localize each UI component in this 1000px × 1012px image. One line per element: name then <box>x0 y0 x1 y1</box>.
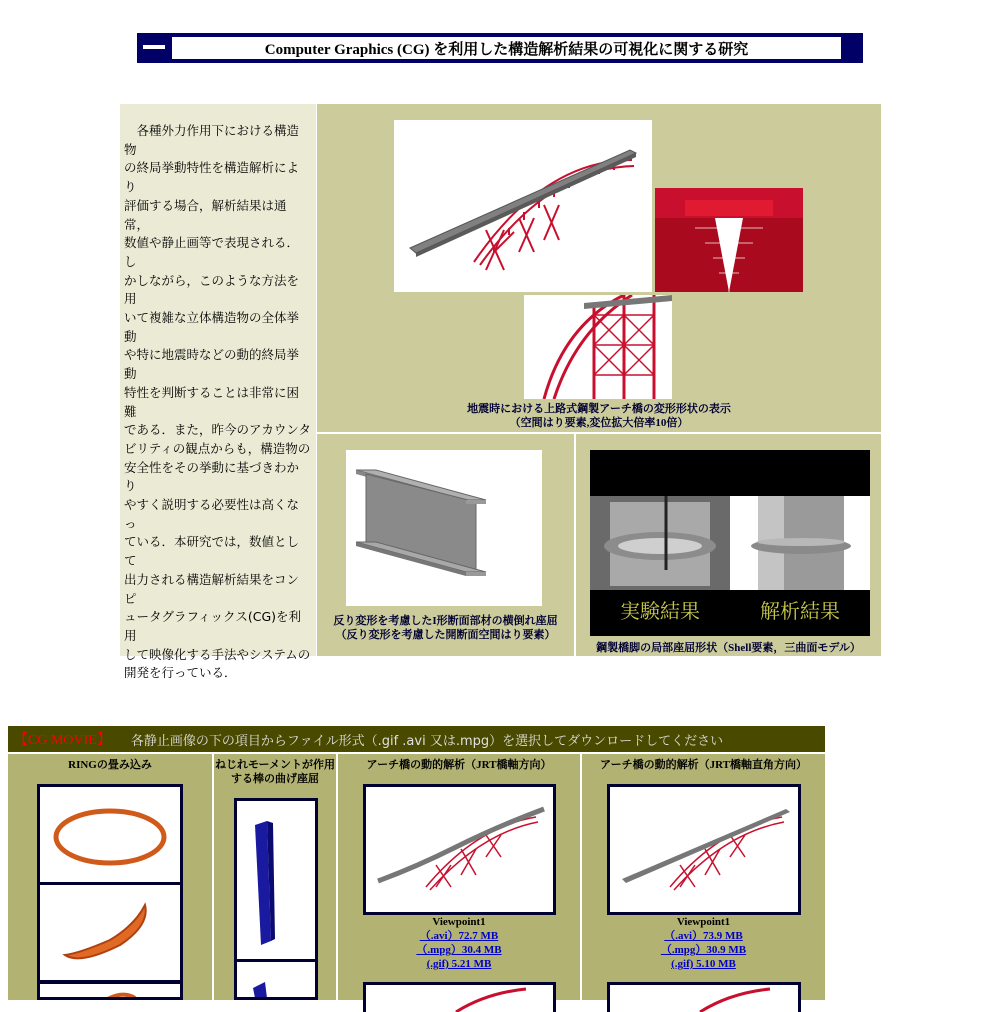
description-line: 開発を行っている． <box>124 665 237 681</box>
description-line: や特に地震時などの動的終局挙動 <box>124 347 300 382</box>
movie-instruction: 各静止画像の下の項目からファイル形式（.gif .avi 又は.mpg）を選択してダウンロードしてください <box>130 733 724 749</box>
minus-icon <box>137 33 171 63</box>
description-line: して映像化する手法やシステムの <box>124 646 311 662</box>
download-mpg-link[interactable]: （.mpg）30.4 MB <box>416 944 502 956</box>
ibeam-cell <box>317 434 574 656</box>
title-bar <box>137 33 863 63</box>
download-gif-link[interactable]: (.gif) 5.21 MB <box>426 958 492 970</box>
movie-tag: 【CG MOVIE】 <box>14 733 111 748</box>
movie-arch-trans-cell <box>582 754 825 1000</box>
description-line: ュータグラフィックス(CG)を利用 <box>124 609 302 643</box>
description-line: の終局挙動特性を構造解析により <box>124 160 300 195</box>
description-line: やすく説明する必要性は高くなっ <box>124 497 300 531</box>
arch-bridge-detail-image <box>655 188 803 292</box>
arch-bridge-image <box>394 120 652 292</box>
pier-caption: 鋼製橋脚の局部座屈形状（Shell要素，三曲面モデル） <box>596 642 861 654</box>
analysis-label: 解析結果 <box>760 599 840 623</box>
movie-bar-cell <box>214 754 336 1000</box>
description-line: かしながら，このような方法を用 <box>124 272 300 307</box>
download-avi-link[interactable]: （.avi）73.9 MB <box>664 930 743 942</box>
description-line: 出力される構造解析結果をコンピ <box>124 571 300 606</box>
ibeam-image <box>346 450 542 606</box>
bridge-cell <box>317 104 881 432</box>
movie-arch-trans-title: アーチ橋の動的解析（JRT橋軸直角方向） <box>599 759 808 771</box>
arch-trans-thumbnail[interactable] <box>607 784 801 915</box>
pier-comparison-image <box>590 450 870 636</box>
description-line: ビリティの観点からも，構造物の <box>124 440 311 456</box>
download-mpg-link[interactable]: （.mpg）30.9 MB <box>660 944 747 956</box>
arch-long-thumbnail-2[interactable] <box>363 982 556 1012</box>
description-line: 評価する場合，解析結果は通常， <box>124 197 287 232</box>
bridge-caption: 地震時における上路式鋼製アーチ橋の変形形状の表示 （空間はり要素,変位拡大倍率10倍） <box>467 403 731 429</box>
description-line: 特性を判断することは非常に困難 <box>124 384 300 419</box>
viewpoint-label: Viewpoint1 <box>676 916 731 928</box>
download-gif-link[interactable]: (.gif) 5.10 MB <box>671 958 736 970</box>
description-line: 数値や静止画等で表現される．し <box>124 235 300 269</box>
bar-frames[interactable] <box>234 798 318 1000</box>
ibeam-caption: 反り変形を考慮したI形断面部材の横倒れ座屈 （反り変形を考慮した開断面空間はり要素） <box>333 615 558 641</box>
description-line: ている．本研究では，数値として <box>124 534 300 569</box>
description-line: 各種外力作用下における構造物 <box>124 123 300 157</box>
viewpoint-label: Viewpoint1 <box>432 916 486 928</box>
description-line: 安全性をその挙動に基づきわかり <box>124 459 300 494</box>
page-title: Computer Graphics (CG) を利用した構造解析結果の可視化に関する研究 <box>171 36 842 60</box>
movie-ring-title: RINGの畳み込み <box>68 759 152 771</box>
ring-frames[interactable] <box>37 784 183 1000</box>
arch-trans-links <box>582 915 825 971</box>
description-line: いて複雑な立体構造物の全体挙動 <box>124 310 300 344</box>
movie-ring-cell <box>8 754 212 1000</box>
movie-header <box>8 726 825 752</box>
arch-long-thumbnail[interactable] <box>363 784 556 915</box>
description-line: である．また，昨今のアカウンタ <box>124 422 311 438</box>
arch-bridge-pier-image <box>524 295 672 399</box>
arch-trans-thumbnail-2[interactable] <box>607 982 801 1012</box>
pier-cell <box>576 434 881 656</box>
arch-long-links <box>338 915 580 971</box>
description-text <box>124 122 311 683</box>
movie-bar-title: ねじれモーメントが作用 する棒の曲げ座屈 <box>214 759 335 785</box>
description-cell <box>120 104 316 681</box>
movie-arch-long-cell <box>338 754 580 1000</box>
download-avi-link[interactable]: （.avi）72.7 MB <box>419 930 499 942</box>
feature-table <box>120 104 881 681</box>
movie-arch-long-title: アーチ橋の動的解析（JRT橋軸方向） <box>366 759 552 771</box>
experiment-label: 実験結果 <box>620 599 700 623</box>
